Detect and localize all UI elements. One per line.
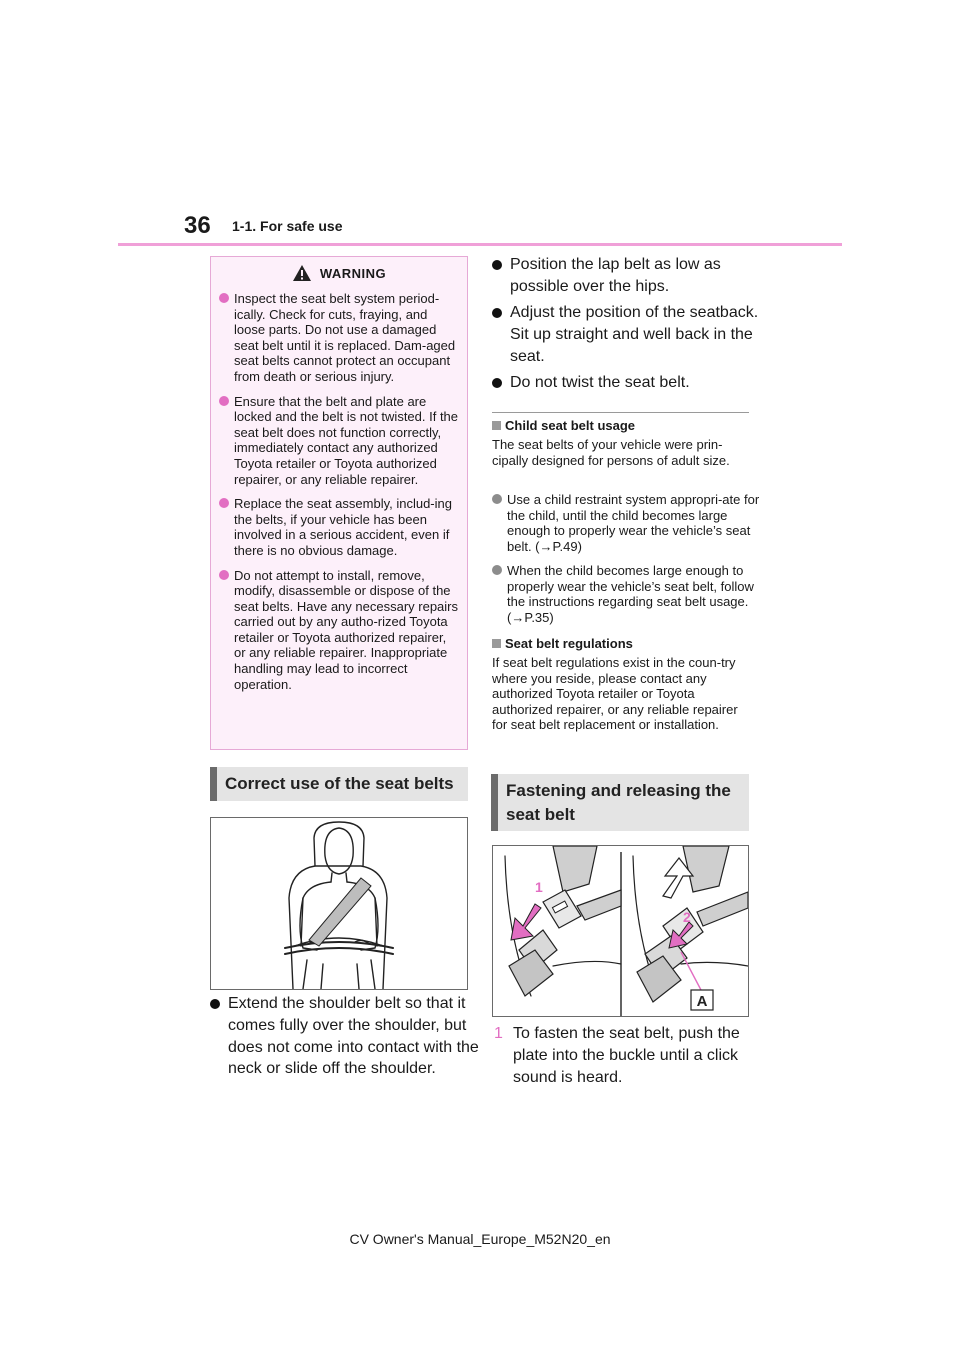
- warning-title: WARNING: [319, 265, 387, 281]
- page-number: 36: [184, 212, 211, 239]
- child-seat-belt-text: The seat belts of your vehicle were prin-cipally designed for persons of adult size.: [492, 437, 730, 468]
- divider-rule: [492, 412, 749, 413]
- figure-label-1: 1: [535, 879, 543, 895]
- buckle-figure: [493, 846, 748, 1016]
- warning-item: Do not attempt to install, remove, modify, disassemble or dispose of the seat belts. Have any necessary repairs carried out by any autho-rized Toyota retailer or Toyota authorized repairer, or any reliable repairer. Inappropriate handling may lead to incorrect operation.: [219, 568, 459, 693]
- square-marker-icon: [492, 421, 501, 430]
- section-heading-fastening: Fastening and releasing the seat belt: [491, 774, 749, 831]
- warning-box: [210, 256, 468, 750]
- bullet-dot-icon: [492, 378, 502, 388]
- bullet-dot-icon: [219, 570, 229, 580]
- bullet-dot-icon: [492, 308, 502, 318]
- seated-person-illustration: [210, 817, 468, 990]
- header-rule: [118, 243, 842, 246]
- bullet-dot-icon: [219, 498, 229, 508]
- bullet-do-not-twist: Do not twist the seat belt.: [492, 372, 770, 394]
- child-bullet: Use a child restraint system appropri-ate for the child, until the child becomes large enough to properly wear the vehicle’s seat belt. (→P.49): [492, 492, 769, 554]
- step-1: 1 To fasten the seat belt, push the plate into the buckle until a click sound is heard.: [494, 1025, 740, 1086]
- warning-triangle-icon: [292, 264, 312, 282]
- warning-item: Ensure that the belt and plate are locked and the belt is not twisted. If the seat belt does not function correctly, immediately contact any authorized Toyota retailer or Toyota authorized repairer, or any reliable repairer.: [219, 394, 459, 488]
- warning-item: Replace the seat assembly, includ-ing the belts, if your vehicle has been involved in a serious accident, even if there is no obvious damage.: [219, 496, 459, 558]
- child-seat-belt-heading: Child seat belt usage: [492, 418, 635, 434]
- bullet-adjust-seatback: Adjust the position of the seatback. Sit up straight and well back in the seat.: [492, 302, 770, 367]
- bullet-dot-icon: [219, 293, 229, 303]
- warning-header: [211, 257, 467, 289]
- bullet-dot-icon: [210, 999, 220, 1009]
- step-number: 1: [494, 1025, 503, 1042]
- figure-label-2: 2: [683, 909, 691, 925]
- fastening-illustration: [492, 845, 749, 1017]
- section-title: 1-1. For safe use: [232, 218, 343, 234]
- bullet-dot-icon: [219, 396, 229, 406]
- regulations-text: If seat belt regulations exist in the coun-try where you reside, please contact any authorized Toyota retailer or Toyota authorized repairer, or any reliable repairer for seat belt replacement or installation.: [492, 655, 738, 733]
- bullet-extend-shoulder-belt: Extend the shoulder belt so that it comes fully over the shoulder, but does not come into contact with the neck or slide off the shoulder.: [210, 993, 488, 1080]
- regulations-heading: Seat belt regulations: [492, 636, 633, 652]
- child-bullet: When the child becomes large enough to properly wear the vehicle’s seat belt, follow the instructions regarding seat belt usage. (→P.35): [492, 563, 769, 625]
- figure-label-a: A: [696, 993, 708, 1010]
- square-marker-icon: [492, 639, 501, 648]
- section-heading-correct-use: Correct use of the seat belts: [210, 767, 468, 801]
- warning-item: Inspect the seat belt system period-ically. Check for cuts, fraying, and loose parts. Do not use a damaged seat belt until it is replaced. Dam-aged seat belts cannot protect an occupant from death or serious injury.: [219, 291, 459, 385]
- bullet-lap-belt: Position the lap belt as low as possible over the hips.: [492, 254, 770, 298]
- seatbelt-seated-figure: [211, 818, 467, 989]
- footer: CV Owner's Manual_Europe_M52N20_en: [349, 1231, 611, 1247]
- bullet-dot-icon: [492, 494, 502, 504]
- bullet-dot-icon: [492, 260, 502, 270]
- bullet-dot-icon: [492, 565, 502, 575]
